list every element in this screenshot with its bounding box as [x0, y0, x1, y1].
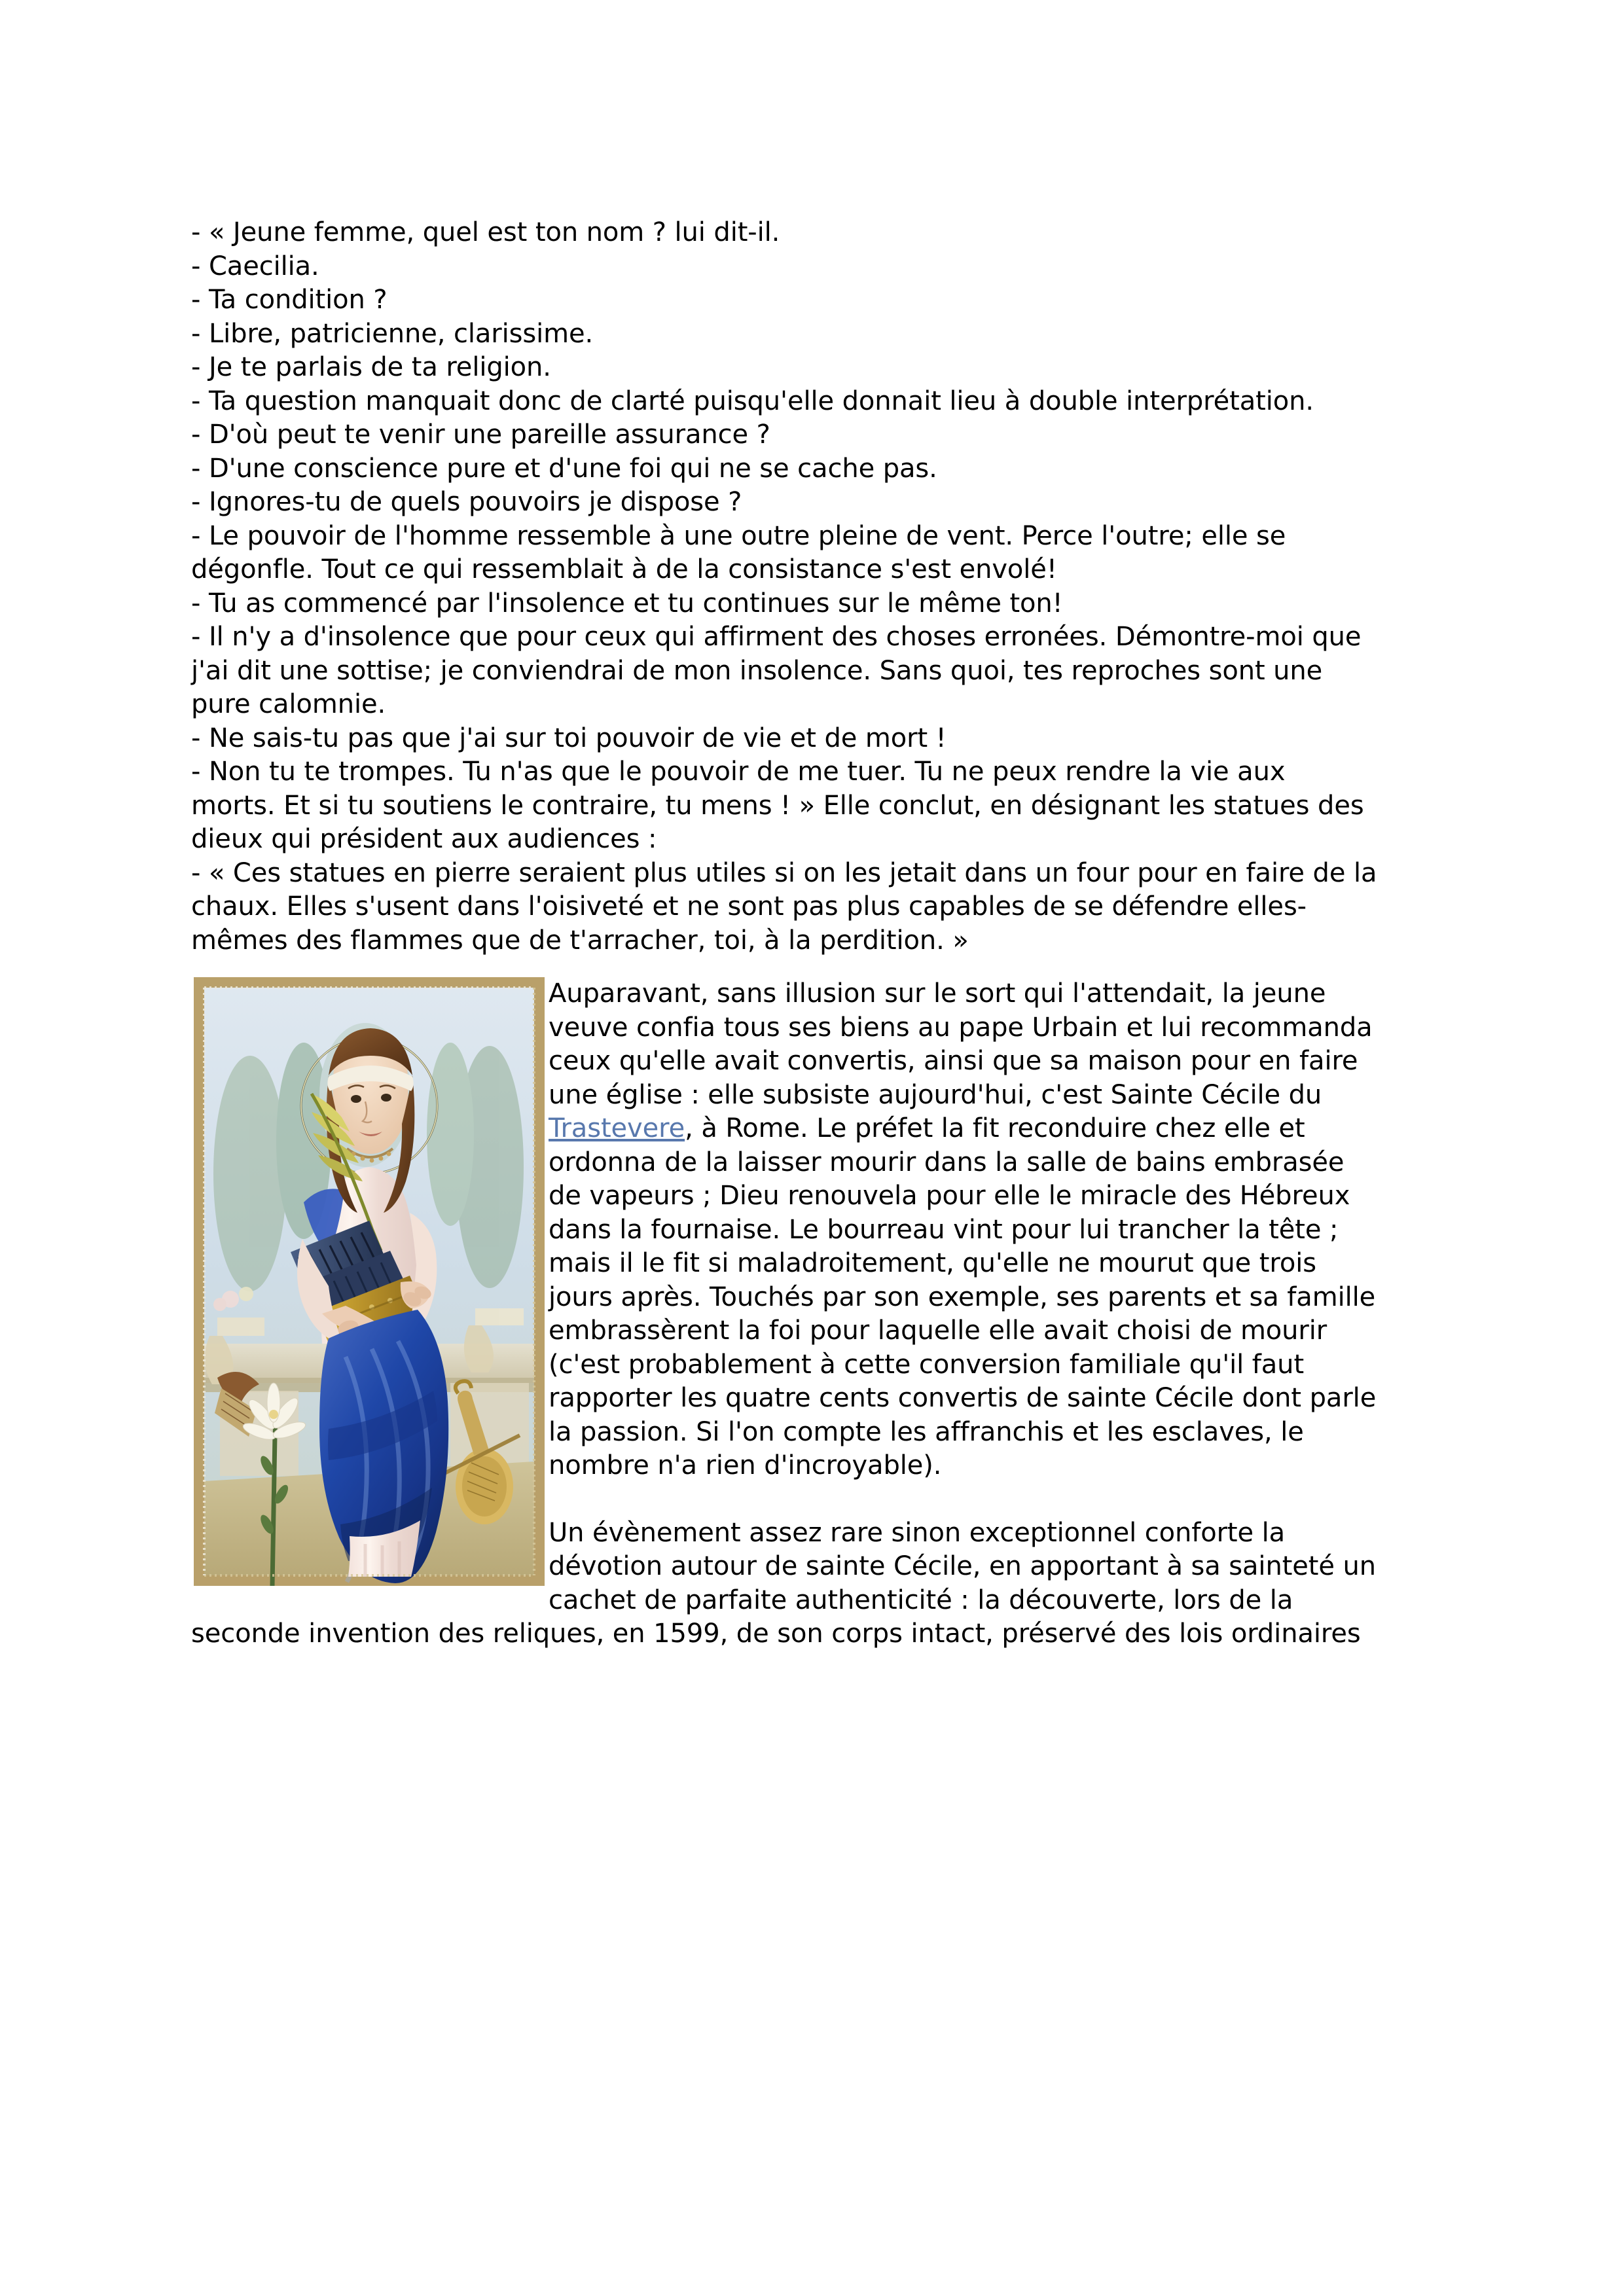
dialogue-line: - Ta question manquait donc de clarté puisqu'elle donnait lieu à double interprétation. — [191, 386, 1314, 416]
dialogue-block — [191, 216, 1377, 958]
dialogue-line: - Caecilia. — [191, 251, 319, 281]
dialogue-line: - Tu as commencé par l'insolence et tu continues sur le même ton! — [191, 588, 1063, 619]
dialogue-line: - Non tu te trompes. Tu n'as que le pouvoir de me tuer. Tu ne peux rendre la vie aux morts. Et si tu soutiens le contraire, tu mens ! » Elle conclut, en désignant les statues des dieux qui président aux audiences : — [191, 757, 1364, 854]
dialogue-line: - Il n'y a d'insolence que pour ceux qui affirment des choses erronées. Démontre-moi que j'ai dit une sottise; je conviendrai de mon insolence. Sans quoi, tes reproches sont une pure calomnie. — [191, 622, 1362, 719]
figure-and-text-block — [191, 977, 1377, 1651]
paragraph-first-after-link: , à Rome. Le préfet la fit reconduire chez elle et ordonna de la laisser mourir dans la salle de bains embrasée de vapeurs ; Dieu renouvela pour elle le miracle des Hébreux dans la fournaise. Le bourreau vint pour lui trancher la tête ; mais il le fit si maladroitement, qu'elle ne mourut que trois jours après. Touchés par son exemple, ses parents et sa famille embrassèrent la foi pour laquelle elle avait choisi de mourir (c'est probablement à cette conversion familiale qu'il faut rapporter les quatre cents convertis de sainte Cécile dont parle la passion. Si l'on compte les affranchis et les esclaves, le nombre n'a rien d'incroyable). — [549, 1113, 1377, 1480]
saint-cecilia-image — [194, 977, 545, 1586]
dialogue-line: - Le pouvoir de l'homme ressemble à une outre pleine de vent. Perce l'outre; elle se dégonfle. Tout ce qui ressemblait à de la consistance s'est envolé! — [191, 520, 1286, 584]
paragraph-first-before-link: Auparavant, sans illusion sur le sort qui l'attendait, la jeune veuve confia tous ses biens au pape Urbain et lui recommanda ceux qu'elle avait convertis, ainsi que sa maison pour en faire une église : elle subsiste aujourd'hui, c'est Sainte Cécile du — [549, 978, 1373, 1110]
dialogue-line: - D'où peut te venir une pareille assurance ? — [191, 420, 770, 450]
dialogue-line: - Ignores-tu de quels pouvoirs je dispose ? — [191, 487, 742, 517]
dialogue-line: - D'une conscience pure et d'une foi qui ne se cache pas. — [191, 453, 937, 484]
document-page — [191, 216, 1377, 1651]
dialogue-line: - Ta condition ? — [191, 285, 388, 315]
paragraph-second: Un évènement assez rare sinon exceptionnel conforte la dévotion autour de sainte Cécile, en apportant à sa sainteté un cachet de parfaite authenticité : la découverte, lors de la seconde invention des reliques, en 1599, de son corps intact, préservé des lois ordinaires — [191, 1517, 1376, 1649]
dialogue-line: - Je te parlais de ta religion. — [191, 352, 551, 382]
dialogue-line: - « Ces statues en pierre seraient plus utiles si on les jetait dans un four pour en faire de la chaux. Elles s'usent dans l'oisiveté et ne sont pas plus capables de se défendre elles-mêmes des flammes que de t'arracher, toi, à la perdition. » — [191, 857, 1377, 956]
dialogue-line: - Ne sais-tu pas que j'ai sur toi pouvoir de vie et de mort ! — [191, 723, 947, 753]
dialogue-line: - « Jeune femme, quel est ton nom ? lui dit-il. — [191, 217, 780, 247]
trastevere-link[interactable]: Trastevere — [549, 1113, 685, 1143]
dialogue-line: - Libre, patricienne, clarissime. — [191, 318, 594, 349]
